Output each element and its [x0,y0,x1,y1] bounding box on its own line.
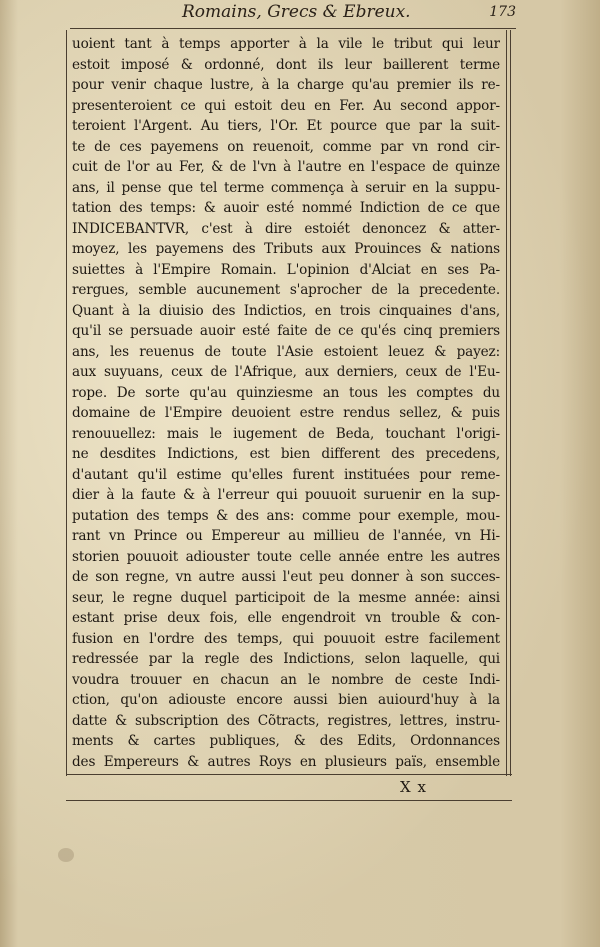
text-line: presenteroient ce qui estoit deu en Fer. Au second appor- [72,97,500,114]
text-line: putation des temps & des ans: comme pour exemple, mou- [72,507,500,524]
text-line: INDICEBANTVR, c'est à dire estoiét denoncez & atter- [72,220,500,237]
body-text [72,34,500,772]
text-line: redressée par la regle des Indictions, selon laquelle, qui [72,651,500,667]
text-line: ne desdites Indictions, est bien different des precedens, [72,446,500,462]
text-line: uoient tant à temps apporter à la vile le tribut qui leur [72,36,500,52]
text-line: estant prise deux fois, elle engendroit vn trouble & con- [72,610,500,626]
signature-mark: X x [400,778,427,796]
text-line: rope. De sorte qu'au quinziesme an tous les comptes du [72,384,500,401]
text-line: pour venir chaque lustre, à la charge qu'au premier ils re- [72,77,500,93]
frame-rule-right [506,30,507,776]
text-line: domaine de l'Empire deuoient estre rendus sellez, & puis [72,405,500,421]
text-line: de son regne, vn autre aussi l'eut peu donner à son succes- [72,569,500,585]
text-line: tation des temps: & auoir esté nommé Indiction de ce que [72,200,500,216]
text-line: voudra trouuer en chacun an le nombre de ceste Indi- [72,671,500,688]
text-line: moyez, les payemens des Tributs aux Prouinces & nations [72,241,500,257]
text-line: seur, le regne duquel participoit de la mesme année: ainsi [72,589,500,606]
text-line: d'autant qu'il estime qu'elles furent instituées pour reme- [72,466,500,483]
frame-rule-left [66,30,67,776]
text-line: cuit de l'or au Fer, & de l'vn à l'autre en l'espace de quinze [72,159,500,175]
text-line: renouuellez: mais le iugement de Beda, touchant l'origi- [72,425,500,442]
text-line: te de ces payemens on reuenoit, comme par vn rond cir- [72,138,500,155]
text-line: rergues, semble aucunement s'aprocher de la precedente. [72,282,500,298]
text-line: fusion en l'ordre des temps, qui pouuoit estre facilement [72,630,500,647]
page-number: 173 [489,4,516,20]
text-line: estoit imposé & ordonné, dont ils leur baillerent terme [72,56,500,73]
running-head-title: Romains, Grecs & Ebreux. [182,2,411,22]
frame-rule-right-outer [510,30,511,776]
text-line: ans, il pense que tel terme commença à seruir en la suppu- [72,179,500,196]
frame-rule-bottom [66,774,512,775]
footer-rule [66,800,512,801]
text-line: ans, les reuenus de toute l'Asie estoient leuez & payez: [72,343,500,360]
text-line: rant vn Prince ou Empereur au millieu de l'année, vn Hi- [72,528,500,544]
text-line: aux suyuans, ceux de l'Afrique, aux derniers, ceux de l'Eu- [72,364,500,380]
text-line: datte & subscription des Cõtracts, registres, lettres, instru- [72,712,500,729]
running-head [70,2,516,29]
text-line: suiettes à l'Empire Romain. L'opinion d'Alciat en ses Pa- [72,261,500,278]
text-line: ments & cartes publiques, & des Edits, Ordonnances [72,733,500,749]
text-line: des Empereurs & autres Roys en plusieurs païs, ensemble [72,753,500,770]
text-line: Quant à la diuisio des Indictios, en trois cinquaines d'ans, [72,302,500,319]
text-line: ction, qu'on adiouste encore aussi bien auiourd'huy à la [72,692,500,708]
text-line: qu'il se persuade auoir esté faite de ce qu'és cinq premiers [72,323,500,339]
text-line: teroient l'Argent. Au tiers, l'Or. Et pource que par la suit- [72,118,500,134]
text-line: storien pouuoit adiouster toute celle année entre les autres [72,548,500,565]
text-line: dier à la faute & à l'erreur qui pouuoit suruenir en la sup- [72,487,500,503]
